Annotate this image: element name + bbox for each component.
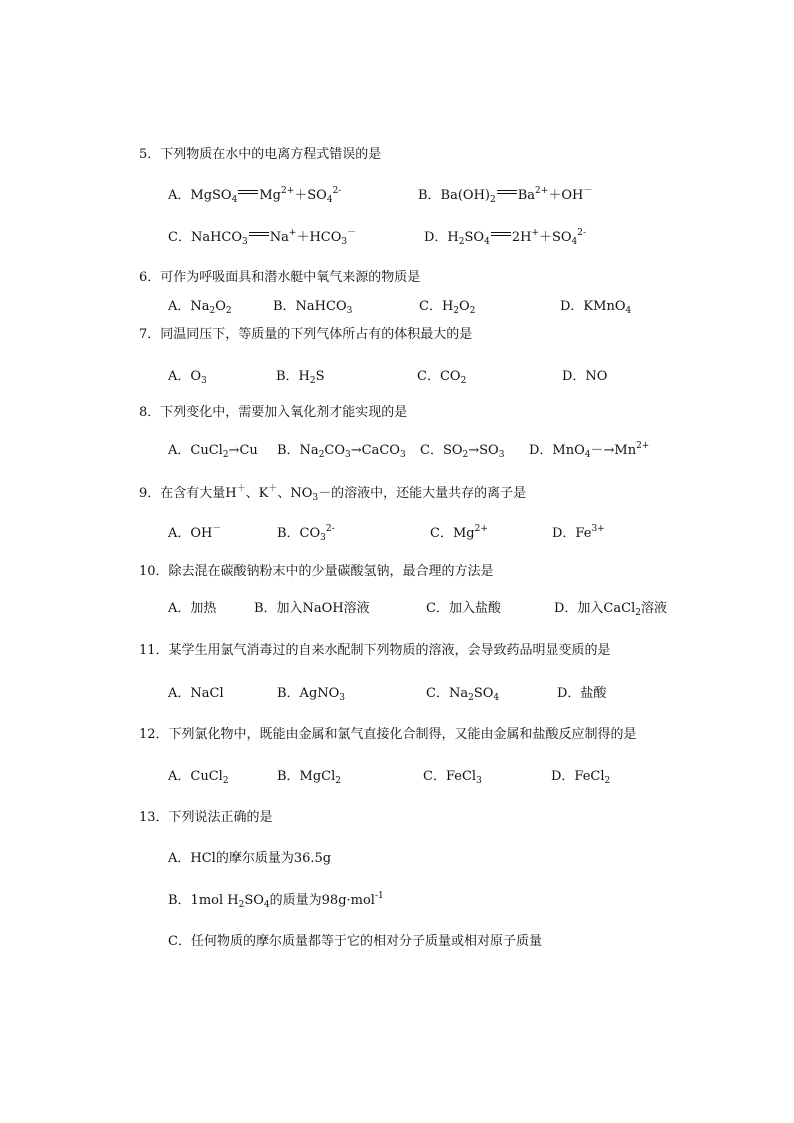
q7-option-c: C．$CO_2$ bbox=[417, 369, 467, 386]
q5-option-d: D．$H_2SO_4$ $2H^++SO_4^{2-}$ bbox=[424, 228, 587, 247]
q12-option-c: C．FeCl$_3$ bbox=[423, 769, 482, 786]
q8-option-c: C．$SO_2\to SO_3$ bbox=[420, 443, 505, 460]
q6-option-b: B．NaHCO$_3$ bbox=[273, 299, 353, 316]
q12-option-a: A．CuCl$_2$ bbox=[168, 769, 229, 786]
question-11-stem: 11．某学生用氯气消毒过的自来水配制下列物质的溶液，会导致药品明显变质的是 bbox=[139, 643, 611, 658]
q10-option-c: C．加入盐酸 bbox=[426, 601, 501, 616]
q12-option-b: B．MgCl$_2$ bbox=[277, 769, 342, 786]
q10-option-d: D．加入CaCl$_2$溶液 bbox=[554, 601, 667, 618]
q10-option-a: A．加热 bbox=[168, 601, 217, 616]
q10-option-b: B．加入NaOH溶液 bbox=[254, 601, 370, 616]
question-10-stem: 10．除去混在碳酸钠粉末中的少量碳酸氢钠，最合理的方法是 bbox=[139, 564, 494, 579]
question-5-stem: 5．下列物质在水中的电离方程式错误的是 bbox=[139, 147, 382, 162]
q12-option-d: D．FeCl$_2$ bbox=[551, 769, 611, 786]
q9-option-c: C．$Mg^{2+}$ bbox=[430, 524, 488, 541]
q8-option-b: B．$Na_2CO_3\to CaCO_3$ bbox=[277, 443, 406, 460]
q7-option-d: D．NO bbox=[562, 369, 608, 384]
q5-option-b: B．$Ba(OH)_2$ $Ba^{2+}+OH^-$ bbox=[418, 186, 593, 205]
q11-option-a: A．NaCl bbox=[168, 686, 224, 701]
question-6-stem: 6．可作为呼吸面具和潜水艇中氧气来源的物质是 bbox=[139, 270, 421, 285]
question-7-stem: 7．同温同压下，等质量的下列气体所占有的体积最大的是 bbox=[139, 327, 473, 342]
q7-option-b: B．$H_2S$ bbox=[276, 369, 325, 386]
q13-option-b: B．1mol $H_2SO_4$的质量为98g·mol$^{-1}$ bbox=[168, 891, 384, 910]
q6-option-c: C．$H_2O_2$ bbox=[419, 299, 476, 316]
q9-option-a: A．OH－ bbox=[168, 524, 222, 541]
q11-option-b: B．AgNO$_3$ bbox=[277, 686, 346, 703]
q8-option-d: D．$MnO_4-\to Mn^{2+}$ bbox=[529, 441, 650, 460]
q7-option-a: A．$O_3$ bbox=[168, 369, 207, 386]
q11-option-d: D．盐酸 bbox=[557, 686, 607, 701]
q13-option-c: C．任何物质的摩尔质量都等于它的相对分子质量或相对原子质量 bbox=[168, 934, 542, 949]
question-9-stem: 9．在含有大量H＋、K＋、$NO_3-$的溶液中，还能大量共存的离子是 bbox=[139, 484, 527, 503]
q6-option-d: D．KMnO$_4$ bbox=[560, 299, 632, 316]
question-12-stem: 12．下列氯化物中，既能由金属和氯气直接化合制得，又能由金属和盐酸反应制得的是 bbox=[139, 727, 637, 742]
q9-option-d: D．$Fe^{3+}$ bbox=[552, 524, 605, 541]
q5-option-c: C．NaHCO$_3$ $Na^++HCO_3^-$ bbox=[168, 228, 357, 247]
q11-option-c: C．$Na_2SO_4$ bbox=[426, 686, 500, 703]
question-8-stem: 8．下列变化中，需要加入氧化剂才能实现的是 bbox=[139, 405, 408, 420]
q5-option-a: A．MgSO$_4$ $Mg^{2+}+SO_4^{2-}$ bbox=[168, 186, 342, 205]
question-13-stem: 13．下列说法正确的是 bbox=[139, 810, 273, 825]
q13-option-a: A．HCl的摩尔质量为36.5g bbox=[168, 851, 332, 866]
q6-option-a: A．$Na_2O_2$ bbox=[168, 299, 232, 316]
q9-option-b: B．$CO_3^{2-}$ bbox=[277, 524, 335, 543]
q8-option-a: A．CuCl$_2$→Cu bbox=[168, 443, 258, 460]
